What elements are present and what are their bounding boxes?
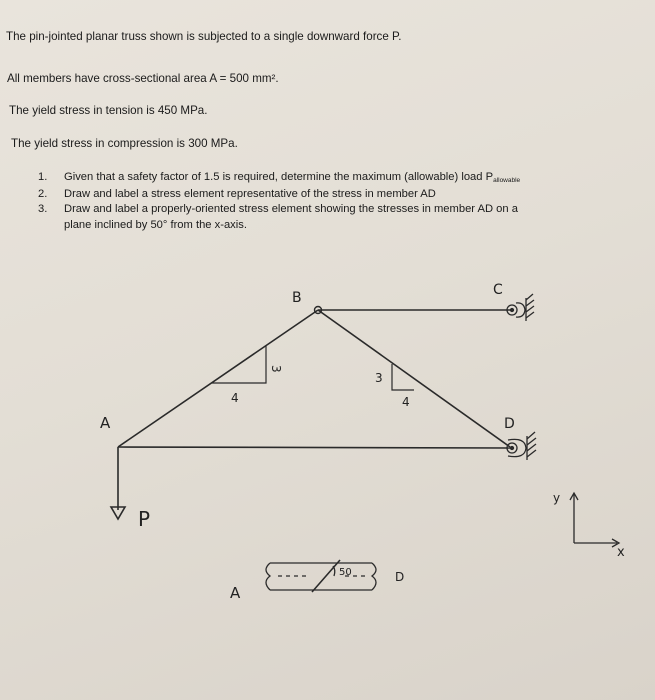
label-run-right: 4 [402,395,410,409]
label-a: A [100,414,111,432]
task-number: 3. [38,203,48,215]
load-arrow [111,447,125,519]
task-number: 2. [38,187,48,200]
coordinate-axes [570,493,619,547]
problem-line-3: The yield stress in tension is 450 MPa. [9,104,208,117]
member-AB [118,310,318,447]
task-number: 1. [38,171,48,183]
label-d: D [504,416,515,432]
element-label-d: D [395,570,405,584]
label-rise-right: 3 [375,371,383,385]
element-label-a: A [230,584,241,602]
task-text: Given that a safety factor of 1.5 is required, determine the maximum (allowable) load Pallowable [64,171,521,184]
axis-label-y: y [553,491,561,505]
label-rise-left: 3 [269,365,283,373]
subscript-allowable: allowable [493,177,521,184]
label-run-left: 4 [231,391,239,405]
problem-line-2: All members have cross-sectional area A = 500 mm². [7,72,279,85]
task-text: Draw and label a stress element representative of the stress in member AD [64,187,436,200]
member-AD [118,447,510,448]
label-load-p: P [138,507,151,531]
pin-support-d [507,432,536,460]
pin-support-c [507,294,534,321]
axis-label-x: x [617,545,625,560]
problem-line-1: The pin-jointed planar truss shown is subjected to a single downward force P. [6,30,402,43]
member-BD [318,310,510,447]
angle-label: 50 [339,567,352,578]
label-c: C [493,282,503,298]
problem-line-4: The yield stress in compression is 300 MPa. [11,137,238,150]
label-b: B [292,290,302,306]
stress-element-sketch [266,560,376,592]
task-text: Draw and label a properly-oriented stress element showing the stresses in member AD on a plane inclined by 50° from the x-axis. [64,203,518,231]
